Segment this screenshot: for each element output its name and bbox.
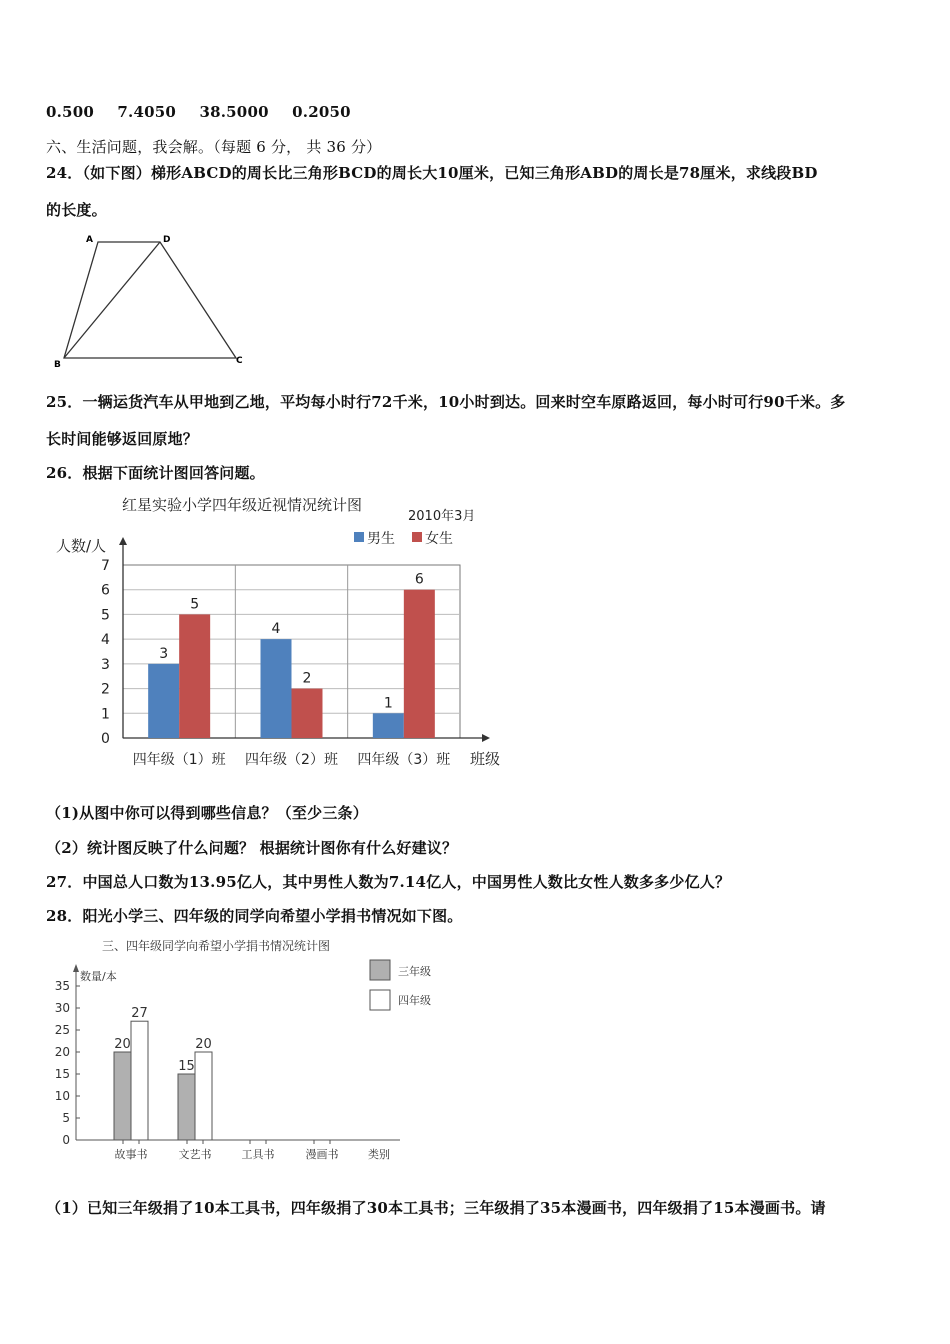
chart2-ytick-label: 25 — [54, 1023, 70, 1037]
answer-3: 38.5000 — [199, 103, 269, 121]
legend-girl-label: 女生 — [425, 531, 453, 547]
chart2-category-label: 文艺书 — [178, 1148, 212, 1161]
q25-line1: 25．一辆运货汽车从甲地到乙地，平均每小时行72千米，10小时到达。回来时空车原路返回，每小时可行90千米。多 — [46, 393, 846, 411]
chart1-category-label: 四年级（3）班 — [357, 752, 451, 768]
chart2-bar — [195, 1052, 212, 1140]
chart2-bar — [178, 1074, 195, 1140]
chart1-ylabel: 人数/人 — [56, 537, 107, 555]
chart2-ytick-label: 15 — [54, 1067, 70, 1081]
answer-4: 0.2050 — [292, 103, 351, 121]
chart1-data-label: 3 — [159, 645, 169, 662]
label-d: D — [163, 235, 171, 245]
chart2-ytick-label: 10 — [54, 1089, 70, 1103]
chart2-category-label: 漫画书 — [305, 1148, 339, 1161]
legend-boy-swatch — [354, 532, 364, 542]
chart2-data-label: 15 — [178, 1059, 195, 1074]
chart2-ytick-label: 20 — [54, 1045, 70, 1059]
legend-grade4-label: 四年级 — [398, 994, 431, 1007]
label-b: B — [54, 360, 61, 370]
q26-sub1: （1)从图中你可以得到哪些信息？（至少三条） — [46, 804, 368, 822]
legend-grade3-swatch — [370, 960, 390, 980]
chart1-xlabel: 班级 — [470, 750, 501, 768]
chart1-bar — [261, 639, 292, 738]
legend-girl-swatch — [412, 532, 422, 542]
chart1-data-label: 4 — [271, 621, 281, 638]
chart1-bar — [179, 614, 210, 738]
chart1-ytick-label: 2 — [101, 681, 110, 698]
chart2-ytick-label: 30 — [54, 1001, 70, 1015]
chart1-data-label: 1 — [383, 695, 393, 712]
chart1-ytick-label: 1 — [101, 706, 110, 723]
chart2-ylabel: 数量/本 — [80, 970, 117, 983]
chart1-bar — [292, 689, 323, 738]
section-title: 六、生活问题，我会解。（每题 6 分， 共 36 分） — [46, 138, 382, 156]
chart1-ytick-label: 4 — [101, 632, 110, 649]
chart1-category-label: 四年级（2）班 — [245, 752, 338, 768]
chart1-bar — [373, 713, 404, 738]
q24-line1: 24．（如下图）梯形ABCD的周长比三角形BCD的周长大10厘米，已知三角形ABD的周长是78厘米，求线段BD — [46, 164, 818, 182]
chart2-bar — [131, 1021, 148, 1140]
label-a: A — [86, 235, 93, 245]
q24-line2: 的长度。 — [46, 201, 107, 219]
chart1-data-label: 5 — [190, 596, 200, 613]
chart1-date: 2010年3月 — [408, 509, 476, 524]
chart2-bar — [114, 1052, 131, 1140]
chart1-title: 红星实验小学四年级近视情况统计图 — [122, 496, 363, 514]
chart2-data-label: 20 — [195, 1037, 212, 1052]
chart2-ytick-label: 0 — [62, 1133, 70, 1147]
chart2-ytick-label: 5 — [62, 1111, 70, 1125]
chart1-ytick-label: 0 — [101, 731, 110, 747]
chart2-ytick-label: 35 — [54, 979, 70, 993]
chart1-bar — [404, 590, 435, 738]
book-donation-bar-chart — [46, 932, 466, 1167]
chart1-bar — [148, 664, 179, 738]
chart1-ytick-label: 6 — [101, 582, 110, 599]
chart1-y-axis-arrow — [119, 537, 127, 545]
chart2-title: 三、四年级同学向希望小学捐书情况统计图 — [102, 939, 331, 953]
chart1-ytick-label: 3 — [101, 656, 110, 673]
legend-grade3-label: 三年级 — [398, 965, 431, 978]
chart2-xlabel: 类别 — [368, 1148, 390, 1161]
chart1-data-label: 6 — [414, 571, 424, 588]
chart2-category-label: 故事书 — [114, 1148, 148, 1161]
answer-2: 7.4050 — [117, 103, 177, 121]
myopia-bar-chart — [46, 488, 516, 778]
q25-line2: 长时间能够返回原地？ — [46, 430, 199, 448]
chart2-category-label: 工具书 — [241, 1148, 275, 1161]
q26-sub2: （2）统计图反映了什么问题？ 根据统计图你有什么好建议？ — [46, 839, 458, 857]
chart2-data-label: 20 — [114, 1037, 131, 1052]
chart1-ytick-label: 7 — [101, 558, 110, 574]
q26-text: 26．根据下面统计图回答问题。 — [46, 464, 265, 482]
answer-1: 0.500 — [46, 103, 94, 121]
label-c: C — [236, 356, 243, 366]
chart1-category-label: 四年级（1）班 — [132, 752, 226, 768]
legend-grade4-swatch — [370, 990, 390, 1010]
answers-line — [46, 103, 369, 121]
chart2-data-label: 27 — [131, 1006, 148, 1022]
legend-boy-label: 男生 — [367, 531, 395, 547]
chart1-data-label: 2 — [302, 670, 312, 687]
trapezoid-figure — [46, 230, 256, 375]
q27-text: 27．中国总人口数为13.95亿人，其中男性人数为7.14亿人，中国男性人数比女性人数多多少亿人？ — [46, 873, 731, 891]
q28-sub1: （1）已知三年级捐了10本工具书，四年级捐了30本工具书；三年级捐了35本漫画书，四年级捐了15本漫画书。请 — [46, 1199, 826, 1217]
q28-text: 28．阳光小学三、四年级的同学向希望小学捐书情况如下图。 — [46, 907, 463, 925]
chart2-y-axis-arrow — [73, 964, 79, 972]
chart1-x-axis-arrow — [482, 734, 490, 742]
chart1-ytick-label: 5 — [101, 607, 110, 624]
